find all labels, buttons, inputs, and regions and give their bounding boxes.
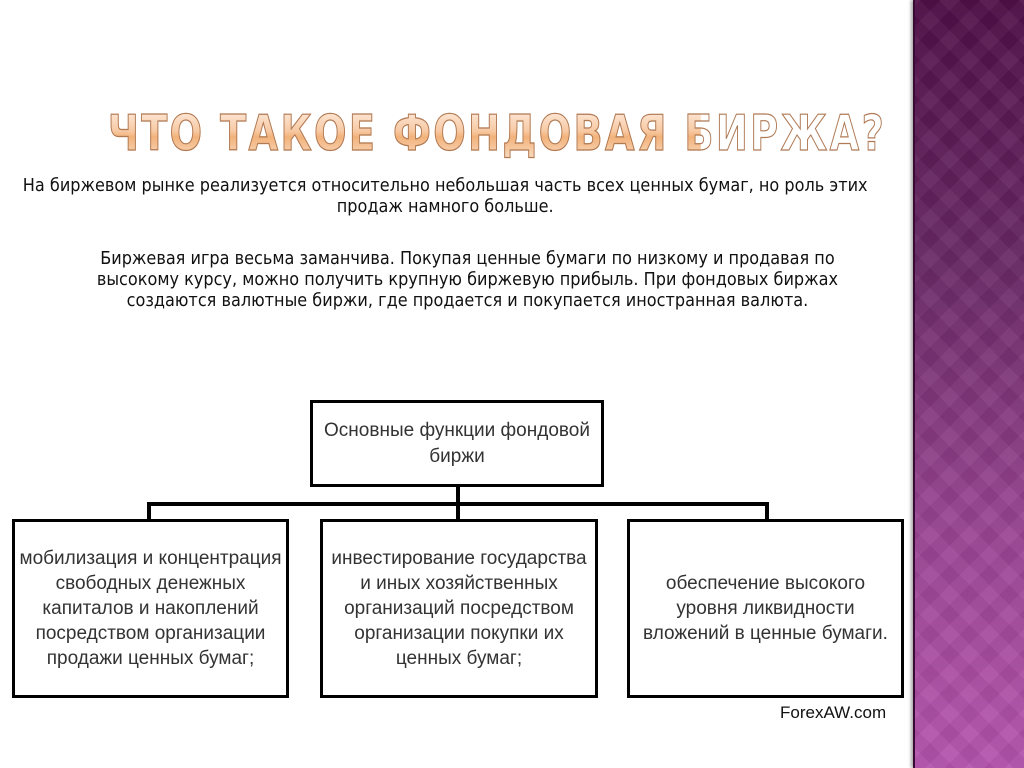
- diagram-root-box: [310, 400, 604, 487]
- connector-horizontal: [147, 502, 769, 506]
- detail-paragraph: Биржевая игра весьма заманчива. Покупая ценные бумаги по низкому и продавая по высокому курсу, можно получить крупную биржевую прибыль. При фондовых биржах создаются валютные биржи, где продается и покупается иностранная валюта.: [96, 249, 839, 311]
- diagram-child-box-mobilization: [12, 519, 289, 698]
- diagram-child-label: обеспечение высокого уровня ликвидности вложений в ценные бумаги.: [643, 573, 888, 644]
- diagram-child-box-liquidity: [627, 519, 904, 698]
- diagram-root-label: Основные функции фондовой биржи: [324, 419, 590, 467]
- connector-vertical-left: [147, 502, 151, 520]
- intro-paragraph: На биржевом рынке реализуется относительно небольшая часть всех ценных бумаг, но роль этих продаж намного больше.: [22, 176, 868, 217]
- diagram-child-box-investment: [320, 519, 598, 698]
- watermark: ForexAW.com: [780, 703, 887, 722]
- connector-vertical-right: [765, 502, 769, 520]
- decorative-sidebar: [913, 0, 1024, 768]
- slide-title: ЧТО ТАКОЕ ФОНДОВАЯ БИРЖА?: [108, 105, 887, 162]
- diagram-child-label: мобилизация и концентрация свободных денежных капиталов и накоплений посредством организации продажи ценных бумаг;: [19, 548, 282, 669]
- diagram-child-label: инвестирование государства и иных хозяйственных организаций посредством организации покупки их ценных бумаг;: [331, 548, 587, 669]
